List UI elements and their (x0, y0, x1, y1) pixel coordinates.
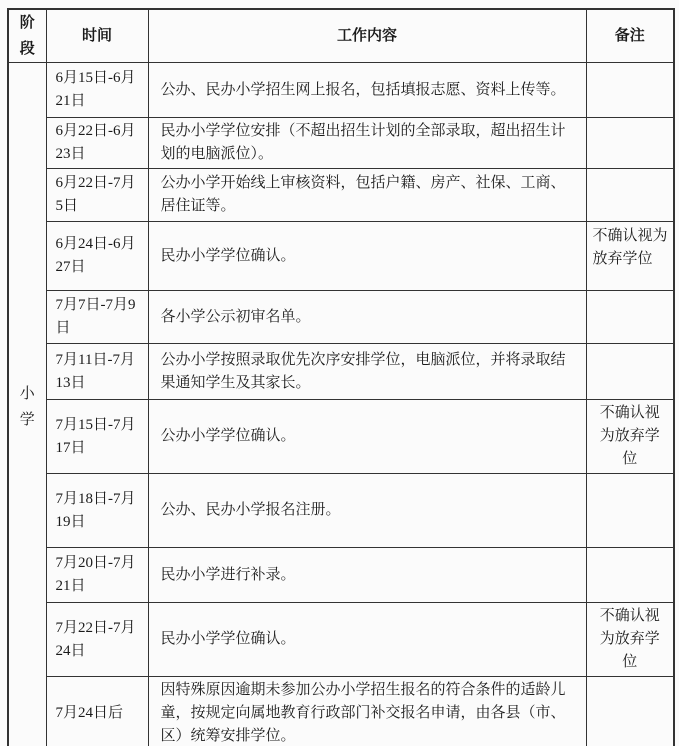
content-cell: 民办小学学位确认。 (148, 603, 586, 677)
column-header-time: 时间 (46, 9, 148, 63)
table-row (8, 677, 674, 746)
header-row (8, 9, 674, 63)
note-cell (586, 474, 674, 548)
content-cell: 公办小学开始线上审核资料，包括户籍、房产、社保、工商、居住证等。 (148, 169, 586, 222)
note-cell: 不确认视为放弃学位 (586, 400, 674, 474)
table-row (8, 474, 674, 548)
time-cell: 7月22日-7月24日 (46, 603, 148, 677)
time-cell: 7月18日-7月19日 (46, 474, 148, 548)
column-header-stage (8, 9, 46, 63)
note-cell: 不确认视为放弃学位 (586, 222, 674, 291)
table-row (8, 118, 674, 169)
table-row (8, 169, 674, 222)
stage-cell (8, 63, 46, 746)
time-cell: 7月11日-7月13日 (46, 344, 148, 400)
time-cell: 6月15日-6月21日 (46, 63, 148, 118)
note-cell (586, 344, 674, 400)
content-cell: 各小学公示初审名单。 (148, 291, 586, 344)
note-cell (586, 677, 674, 746)
table-row (8, 344, 674, 400)
content-cell: 公办、民办小学报名注册。 (148, 474, 586, 548)
time-cell: 7月7日-7月9日 (46, 291, 148, 344)
time-cell: 7月24日后 (46, 677, 148, 746)
note-cell (586, 169, 674, 222)
note-cell (586, 291, 674, 344)
table-row (8, 603, 674, 677)
note-cell (586, 118, 674, 169)
table-row (8, 548, 674, 603)
content-cell: 因特殊原因逾期未参加公办小学招生报名的符合条件的适龄儿童，按规定向属地教育行政部门补交报名申请，由各县（市、区）统筹安排学位。 (148, 677, 586, 746)
schedule-table (7, 8, 675, 746)
content-cell: 公办小学学位确认。 (148, 400, 586, 474)
column-header-note: 备注 (586, 9, 674, 63)
note-cell: 不确认视为放弃学位 (586, 603, 674, 677)
content-cell: 民办小学学位安排（不超出招生计划的全部录取，超出招生计划的电脑派位）。 (148, 118, 586, 169)
content-cell: 民办小学学位确认。 (148, 222, 586, 291)
content-cell: 公办、民办小学招生网上报名，包括填报志愿、资料上传等。 (148, 63, 586, 118)
stage-label: 小学 (19, 385, 35, 428)
note-cell (586, 548, 674, 603)
time-cell: 6月24日-6月27日 (46, 222, 148, 291)
column-header-stage-label: 阶段 (19, 15, 35, 57)
content-cell: 民办小学进行补录。 (148, 548, 586, 603)
time-cell: 7月15日-7月17日 (46, 400, 148, 474)
time-cell: 6月22日-6月23日 (46, 118, 148, 169)
time-cell: 7月20日-7月21日 (46, 548, 148, 603)
time-cell: 6月22日-7月5日 (46, 169, 148, 222)
column-header-content: 工作内容 (148, 9, 586, 63)
table-row (8, 400, 674, 474)
table-body (8, 63, 674, 746)
content-cell: 公办小学按照录取优先次序安排学位，电脑派位，并将录取结果通知学生及其家长。 (148, 344, 586, 400)
table-row (8, 291, 674, 344)
note-cell (586, 63, 674, 118)
table-row (8, 63, 674, 118)
table-row (8, 222, 674, 291)
table-header (8, 9, 674, 63)
